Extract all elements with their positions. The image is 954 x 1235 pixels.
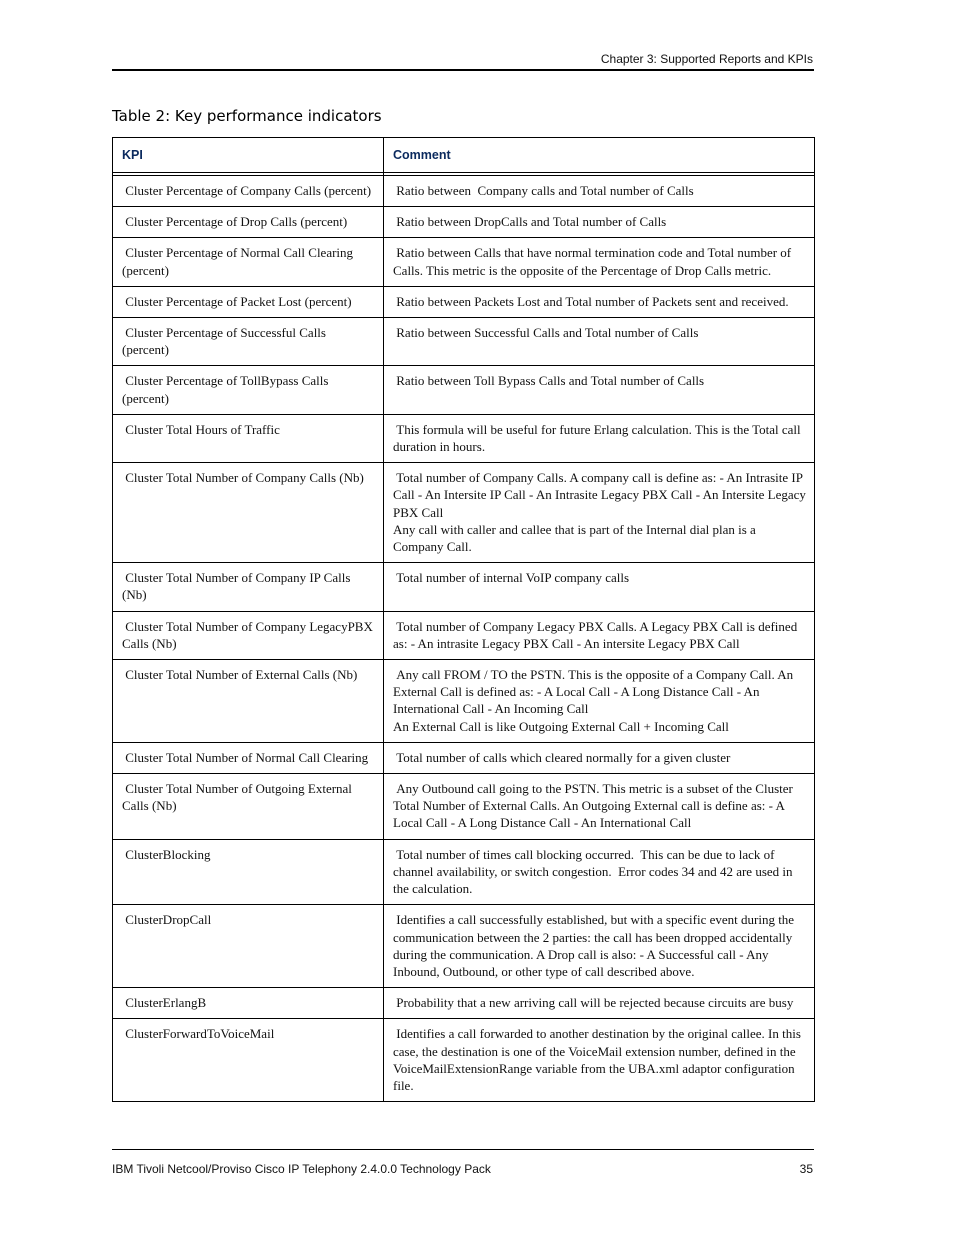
kpi-name-cell: ClusterBlocking <box>113 839 384 905</box>
kpi-name-cell: ClusterErlangB <box>113 988 384 1019</box>
kpi-comment-cell: Any call FROM / TO the PSTN. This is the opposite of a Company Call. An External Call is defined as: - A Local Call - A Long Distance Call - An International Call - An Incoming Call An External Call is like Outgoing External Call + Incoming Call <box>384 660 815 743</box>
table-row <box>113 1019 815 1102</box>
kpi-comment-cell: Total number of calls which cleared normally for a given cluster <box>384 742 815 773</box>
kpi-comment-cell: This formula will be useful for future Erlang calculation. This is the Total call duration in hours. <box>384 414 815 462</box>
kpi-name-cell: Cluster Total Number of External Calls (Nb) <box>113 660 384 743</box>
table-row <box>113 988 815 1019</box>
footer-divider <box>112 1149 814 1150</box>
table-header-row <box>113 138 815 173</box>
page-number: 35 <box>799 1162 813 1176</box>
table-row <box>113 238 815 286</box>
kpi-comment-cell: Total number of Company Calls. A company call is define as: - An Intrasite IP Call - An Intersite IP Call - An Intrasite Legacy PBX Call - An Intersite Legacy PBX Call Any call with caller and callee that is part of the Internal dial plan is a Company Call. <box>384 463 815 563</box>
table-row <box>113 207 815 238</box>
kpi-comment-cell: Total number of internal VoIP company calls <box>384 563 815 611</box>
kpi-name-cell: Cluster Total Number of Outgoing External Calls (Nb) <box>113 774 384 840</box>
table-row <box>113 905 815 988</box>
table-row <box>113 366 815 414</box>
kpi-comment-cell: Ratio between Company calls and Total number of Calls <box>384 176 815 207</box>
kpi-name-cell: Cluster Total Hours of Traffic <box>113 414 384 462</box>
table-row <box>113 463 815 563</box>
kpi-comment-cell: Total number of Company Legacy PBX Calls. A Legacy PBX Call is defined as: - An intrasite Legacy PBX Call - An intersite Legacy PBX Call <box>384 611 815 659</box>
kpi-name-cell: Cluster Total Number of Company LegacyPBX Calls (Nb) <box>113 611 384 659</box>
running-header: Chapter 3: Supported Reports and KPIs <box>600 52 813 66</box>
kpi-comment-cell: Ratio between Calls that have normal termination code and Total number of Calls. This metric is the opposite of the Percentage of Drop Calls metric. <box>384 238 815 286</box>
table-caption: Table 2: Key performance indicators <box>112 107 382 125</box>
kpi-name-cell: Cluster Total Number of Normal Call Clearing <box>113 742 384 773</box>
table-row <box>113 660 815 743</box>
kpi-table <box>112 137 815 1102</box>
header-divider <box>112 69 814 71</box>
column-header-kpi: KPI <box>113 138 384 173</box>
table-body <box>113 173 815 1102</box>
kpi-comment-cell: Ratio between Successful Calls and Total number of Calls <box>384 318 815 366</box>
kpi-name-cell: ClusterForwardToVoiceMail <box>113 1019 384 1102</box>
kpi-name-cell: Cluster Percentage of Drop Calls (percent) <box>113 207 384 238</box>
kpi-comment-cell: Ratio between DropCalls and Total number of Calls <box>384 207 815 238</box>
table-row <box>113 839 815 905</box>
footer-document-title: IBM Tivoli Netcool/Proviso Cisco IP Telephony 2.4.0.0 Technology Pack <box>112 1162 491 1176</box>
table-row <box>113 286 815 317</box>
table-row <box>113 774 815 840</box>
kpi-comment-cell: Probability that a new arriving call will be rejected because circuits are busy <box>384 988 815 1019</box>
table-row <box>113 318 815 366</box>
kpi-name-cell: Cluster Percentage of Packet Lost (percent) <box>113 286 384 317</box>
kpi-name-cell: Cluster Percentage of Normal Call Clearing (percent) <box>113 238 384 286</box>
table-row <box>113 563 815 611</box>
column-header-comment: Comment <box>384 138 815 173</box>
table-row <box>113 611 815 659</box>
kpi-name-cell: Cluster Percentage of TollBypass Calls (percent) <box>113 366 384 414</box>
kpi-name-cell: Cluster Total Number of Company IP Calls (Nb) <box>113 563 384 611</box>
kpi-name-cell: Cluster Percentage of Company Calls (percent) <box>113 176 384 207</box>
kpi-comment-cell: Identifies a call forwarded to another destination by the original callee. In this case, the destination is one of the VoiceMail extension number, defined in the VoiceMailExtensionRange variable from the UBA.xml adaptor configuration file. <box>384 1019 815 1102</box>
table-row <box>113 742 815 773</box>
table-row <box>113 176 815 207</box>
kpi-name-cell: Cluster Percentage of Successful Calls (percent) <box>113 318 384 366</box>
kpi-name-cell: Cluster Total Number of Company Calls (Nb) <box>113 463 384 563</box>
table-row <box>113 414 815 462</box>
kpi-name-cell: ClusterDropCall <box>113 905 384 988</box>
kpi-comment-cell: Ratio between Packets Lost and Total number of Packets sent and received. <box>384 286 815 317</box>
kpi-comment-cell: Identifies a call successfully established, but with a specific event during the communication between the 2 parties: the call has been dropped accidentally during the communication. A Drop call is also: - A Successful call - Any Inbound, Outbound, or other type of call described above. <box>384 905 815 988</box>
kpi-comment-cell: Any Outbound call going to the PSTN. This metric is a subset of the Cluster Total Number of External Calls. An Outgoing External call is define as: - A Local Call - A Long Distance Call - An International Call <box>384 774 815 840</box>
kpi-comment-cell: Total number of times call blocking occurred. This can be due to lack of channel availability, or switch congestion. Error codes 34 and 42 are used in the calculation. <box>384 839 815 905</box>
kpi-comment-cell: Ratio between Toll Bypass Calls and Total number of Calls <box>384 366 815 414</box>
